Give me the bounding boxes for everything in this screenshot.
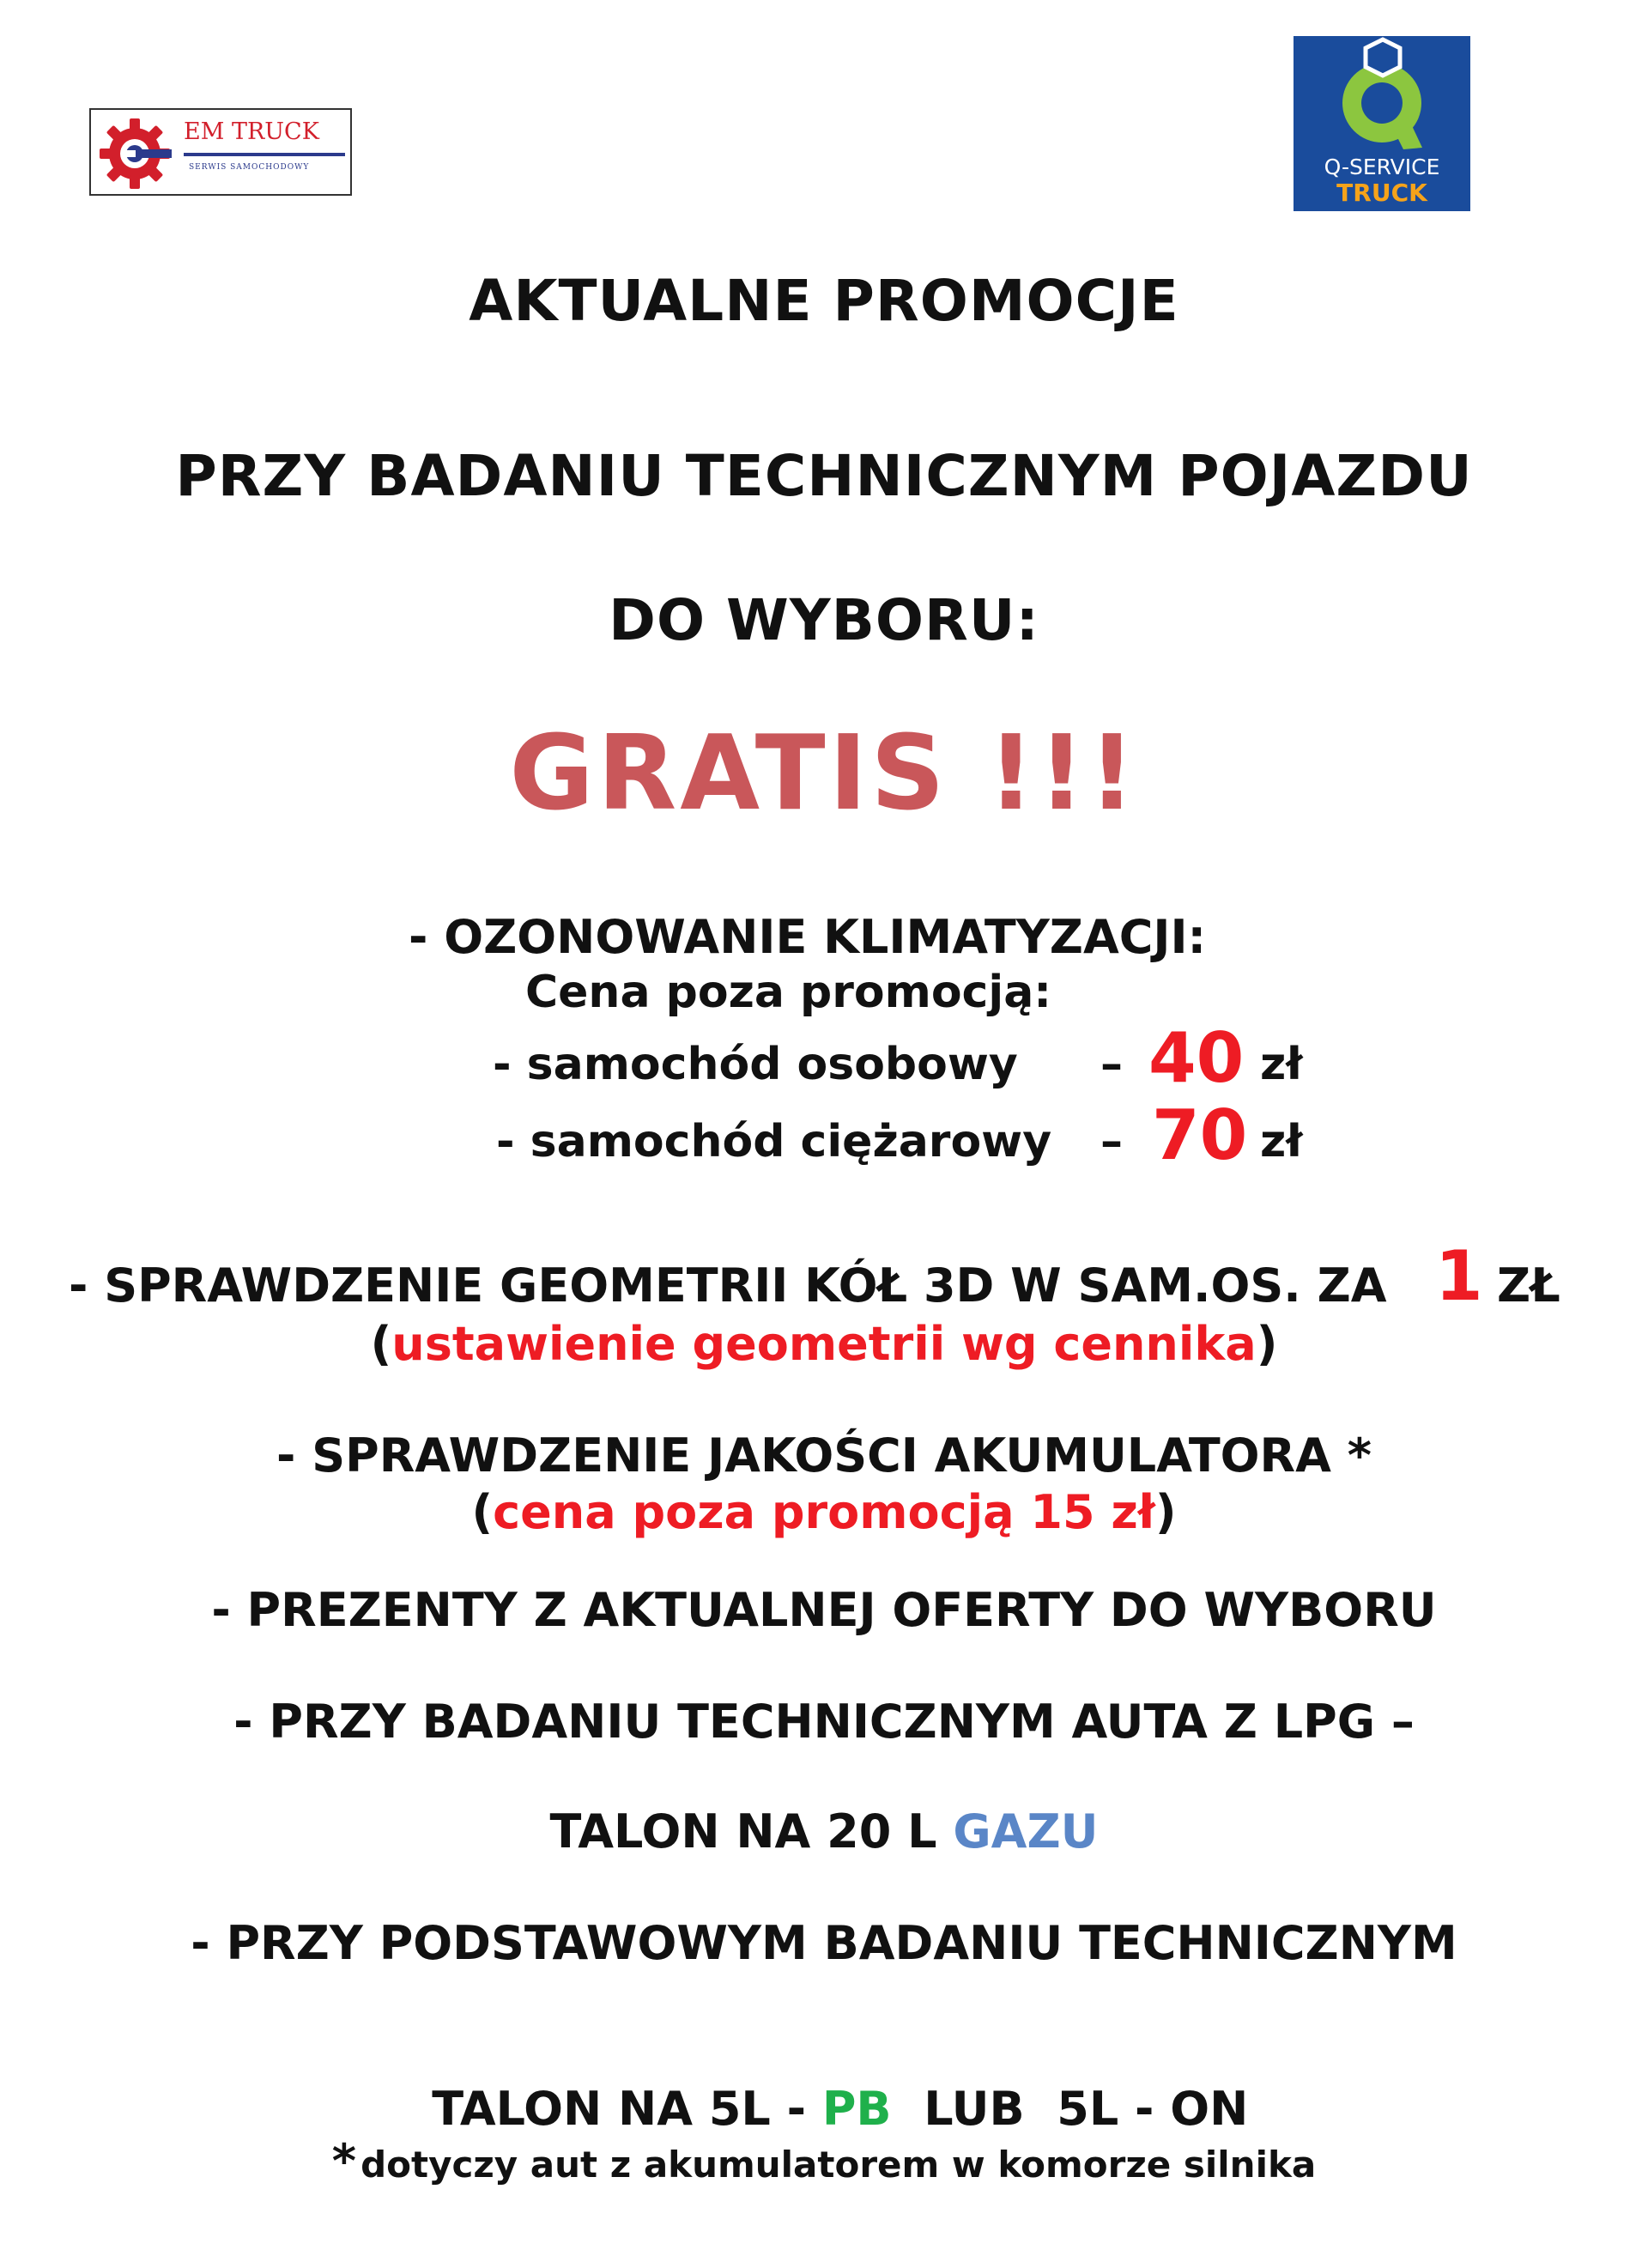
basic-line2: [0, 2028, 1648, 2136]
ozon-title: - OZONOWANIE KLIMATYZACJI:: [409, 910, 1207, 964]
ozon-row-car-price: 40: [1148, 1018, 1245, 1098]
geometry-note-line: [0, 1317, 1648, 1371]
basic-on-text: LUB 5L - ON: [924, 2082, 1249, 2136]
ozon-row-truck-label: - samochód ciężarowy: [496, 1116, 1052, 1167]
footnote: [0, 2134, 1648, 2188]
ozon-row-truck-unit: zł: [1260, 1116, 1303, 1167]
page-subtitle: PRZY BADANIU TECHNICZNYM POJAZDU: [175, 443, 1473, 509]
page-title: AKTUALNE PROMOCJE: [469, 268, 1179, 334]
lpg-voucher-text: TALON NA 20 L: [549, 1804, 937, 1859]
battery-note-open: (: [471, 1485, 494, 1539]
gifts-text: - PREZENTY Z AKTUALNEJ OFERTY DO WYBORU: [211, 1583, 1437, 1637]
gear-wrench-icon: [98, 117, 172, 191]
battery-note: cena poza promocją 15 zł: [493, 1485, 1155, 1539]
lpg-line1: - PRZY BADANIU TECHNICZNYM AUTA Z LPG –: [233, 1695, 1415, 1749]
em-truck-logo: [89, 108, 352, 196]
q-service-label: Q-SERVICE: [1324, 155, 1440, 179]
battery-note-close: ): [1154, 1485, 1177, 1539]
geometry-unit: ZŁ: [1497, 1258, 1560, 1313]
footnote-text: dotyczy aut z akumulatorem w komorze silnika: [360, 2144, 1317, 2186]
gratis-heading: GRATIS !!!: [509, 714, 1139, 834]
ozon-row-car-unit: zł: [1260, 1039, 1303, 1090]
ozon-row-truck-price: 70: [1152, 1095, 1248, 1175]
q-letter-icon: [1294, 36, 1470, 156]
battery-text: - SPRAWDZENIE JAKOŚCI AKUMULATORA *: [276, 1428, 1372, 1483]
geometry-note-open: (: [370, 1317, 392, 1371]
lpg-gas-text: GAZU: [953, 1804, 1099, 1859]
battery-note-line: [0, 1485, 1648, 1539]
ozon-row-car-dash: –: [1100, 1039, 1123, 1090]
geometry-text: - SPRAWDZENIE GEOMETRII KÓŁ 3D W SAM.OS. ZA: [69, 1258, 1387, 1313]
basic-voucher-text: TALON NA 5L -: [432, 2082, 807, 2136]
geometry-price: 1: [1435, 1236, 1483, 1316]
ozon-row-car-label: - samochód osobowy: [493, 1039, 1018, 1090]
ozon-price-label: Cena poza promocją:: [525, 967, 1052, 1018]
lpg-line2: [0, 1804, 1648, 1859]
em-truck-subtitle: SERWIS SAMOCHODOWY: [189, 163, 310, 172]
geometry-note-close: ): [1256, 1317, 1278, 1371]
ozon-row-truck-dash: –: [1100, 1116, 1123, 1167]
basic-line1: - PRZY PODSTAWOWYM BADANIU TECHNICZNYM: [191, 1916, 1457, 1970]
logo-divider: [184, 153, 345, 156]
q-service-truck-logo: [1294, 36, 1470, 211]
geometry-note: ustawienie geometrii wg cennika: [391, 1317, 1257, 1371]
q-truck-label: TRUCK: [1336, 179, 1427, 207]
basic-pb-text: PB: [821, 2082, 892, 2136]
choose-heading: DO WYBORU:: [609, 587, 1039, 653]
footnote-star: *: [331, 2134, 356, 2188]
em-truck-name: EM TRUCK: [184, 118, 319, 145]
